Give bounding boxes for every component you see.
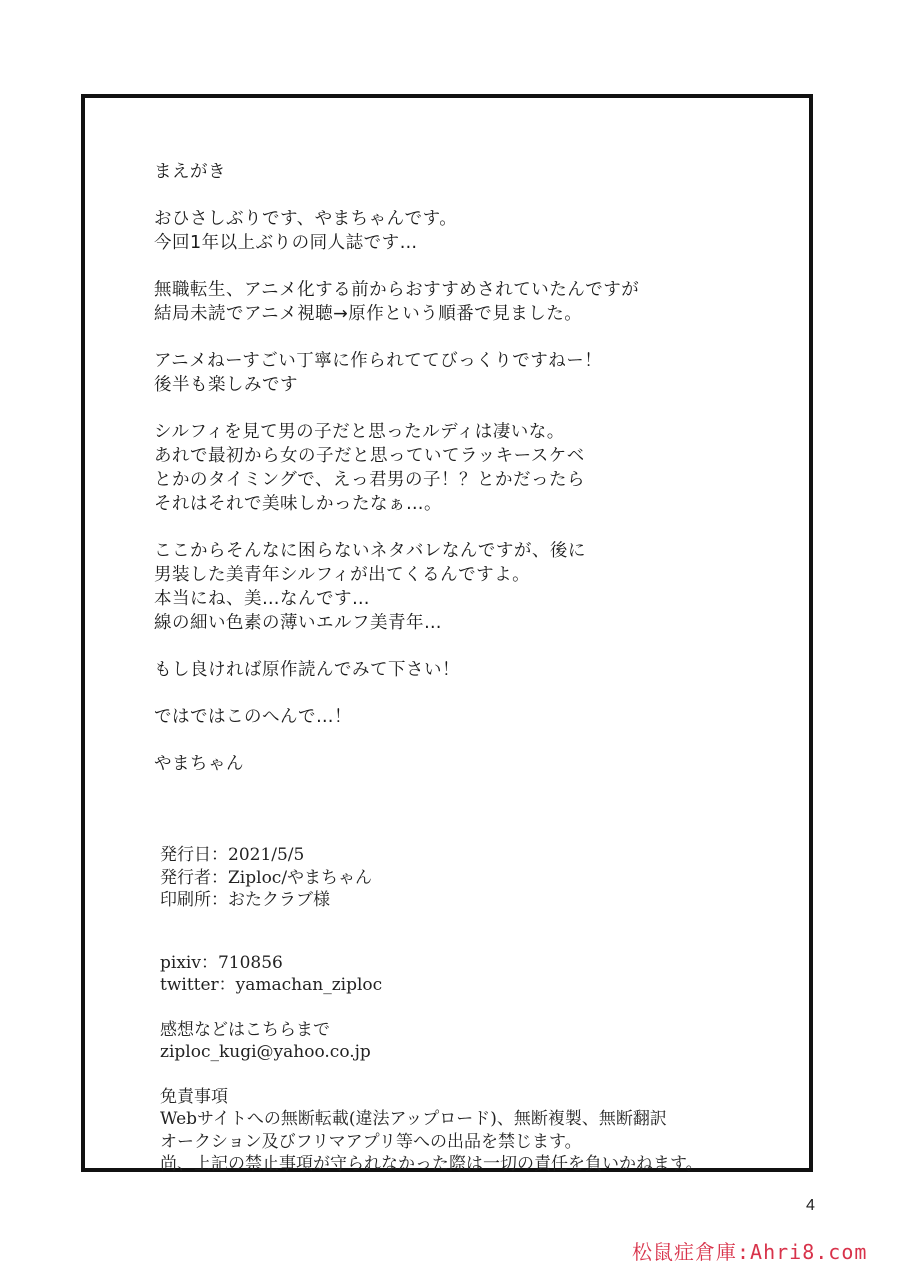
foreword-line: ここからそんなに困らないネタバレなんですが、後に: [154, 541, 586, 561]
printer: 印刷所：おたクラブ様: [160, 890, 330, 910]
disclaimer-line: 尚、上記の禁止事項が守られなかった際は一切の責任を負いかねます。: [160, 1154, 703, 1174]
foreword-line: シルフィを見て男の子だと思ったルディは凄いな。: [154, 422, 565, 442]
foreword-line: もし良ければ原作読んでみて下さい！: [154, 660, 460, 680]
foreword-line: 線の細い色素の薄いエルフ美青年…: [154, 613, 442, 633]
disclaimer-title: 免責事項: [160, 1086, 228, 1107]
foreword-line: あれで最初から女の子だと思っていてラッキースケベ: [154, 446, 585, 466]
foreword-signature: やまちゃん: [154, 754, 244, 774]
foreword-line: 結局未読でアニメ視聴→原作という順番で見ました。: [154, 304, 583, 324]
foreword-line: 後半も楽しみです: [154, 375, 298, 395]
foreword-paragraph: [154, 207, 774, 255]
foreword-line: 無職転生、アニメ化する前からおすすめされていたんですが: [154, 280, 640, 300]
publisher: 発行者：Ziploc/やまちゃん: [160, 867, 373, 888]
foreword-line: ではではこのへんで…！: [154, 707, 352, 727]
foreword-line: アニメねーすごい丁寧に作られててびっくりですねー！: [154, 351, 603, 371]
page-number: 4: [806, 1197, 815, 1214]
publication-info: [160, 844, 780, 912]
foreword-title: まえがき: [154, 162, 226, 182]
disclaimer-line: オークション及びフリマアプリ等への出品を禁じます。: [160, 1131, 582, 1152]
foreword-paragraph: [154, 658, 774, 682]
pixiv-id: pixiv：710856: [160, 952, 283, 973]
foreword-paragraph: [154, 349, 774, 397]
twitter-handle: twitter：yamachan_ziploc: [160, 975, 383, 995]
foreword-paragraph: [154, 420, 774, 516]
foreword-line: それはそれで美味しかったなぁ…。: [154, 494, 442, 514]
foreword-signature-block: [154, 752, 774, 776]
colophon-section: [160, 844, 780, 1198]
contact-email: ziploc_kugi@yahoo.co.jp: [160, 1042, 371, 1062]
foreword-section: [154, 160, 774, 799]
foreword-title-block: [154, 160, 774, 184]
contact-label: 感想などはこちらまで: [160, 1019, 330, 1040]
contact-info: [160, 1019, 780, 1064]
social-links: [160, 952, 780, 997]
foreword-paragraph: [154, 539, 774, 635]
foreword-line: 本当にね、美…なんです…: [154, 589, 370, 609]
publication-date: 発行日：2021/5/5: [160, 845, 305, 865]
disclaimer: [160, 1086, 780, 1176]
foreword-line: おひさしぶりです、やまちゃんです。: [154, 209, 458, 229]
foreword-line: とかのタイミングで、えっ君男の子！？とかだったら: [154, 470, 585, 490]
foreword-line: 今回1年以上ぶりの同人誌です…: [154, 233, 418, 253]
foreword-line: 男装した美青年シルフィが出てくるんですよ。: [154, 565, 531, 585]
foreword-paragraph: [154, 705, 774, 729]
disclaimer-line: Webサイトへの無断転載(違法アップロード)、無断複製、無断翻訳: [160, 1109, 667, 1129]
foreword-paragraph: [154, 278, 774, 326]
watermark-text: 松鼠症倉庫:Ahri8.com: [632, 1240, 868, 1264]
